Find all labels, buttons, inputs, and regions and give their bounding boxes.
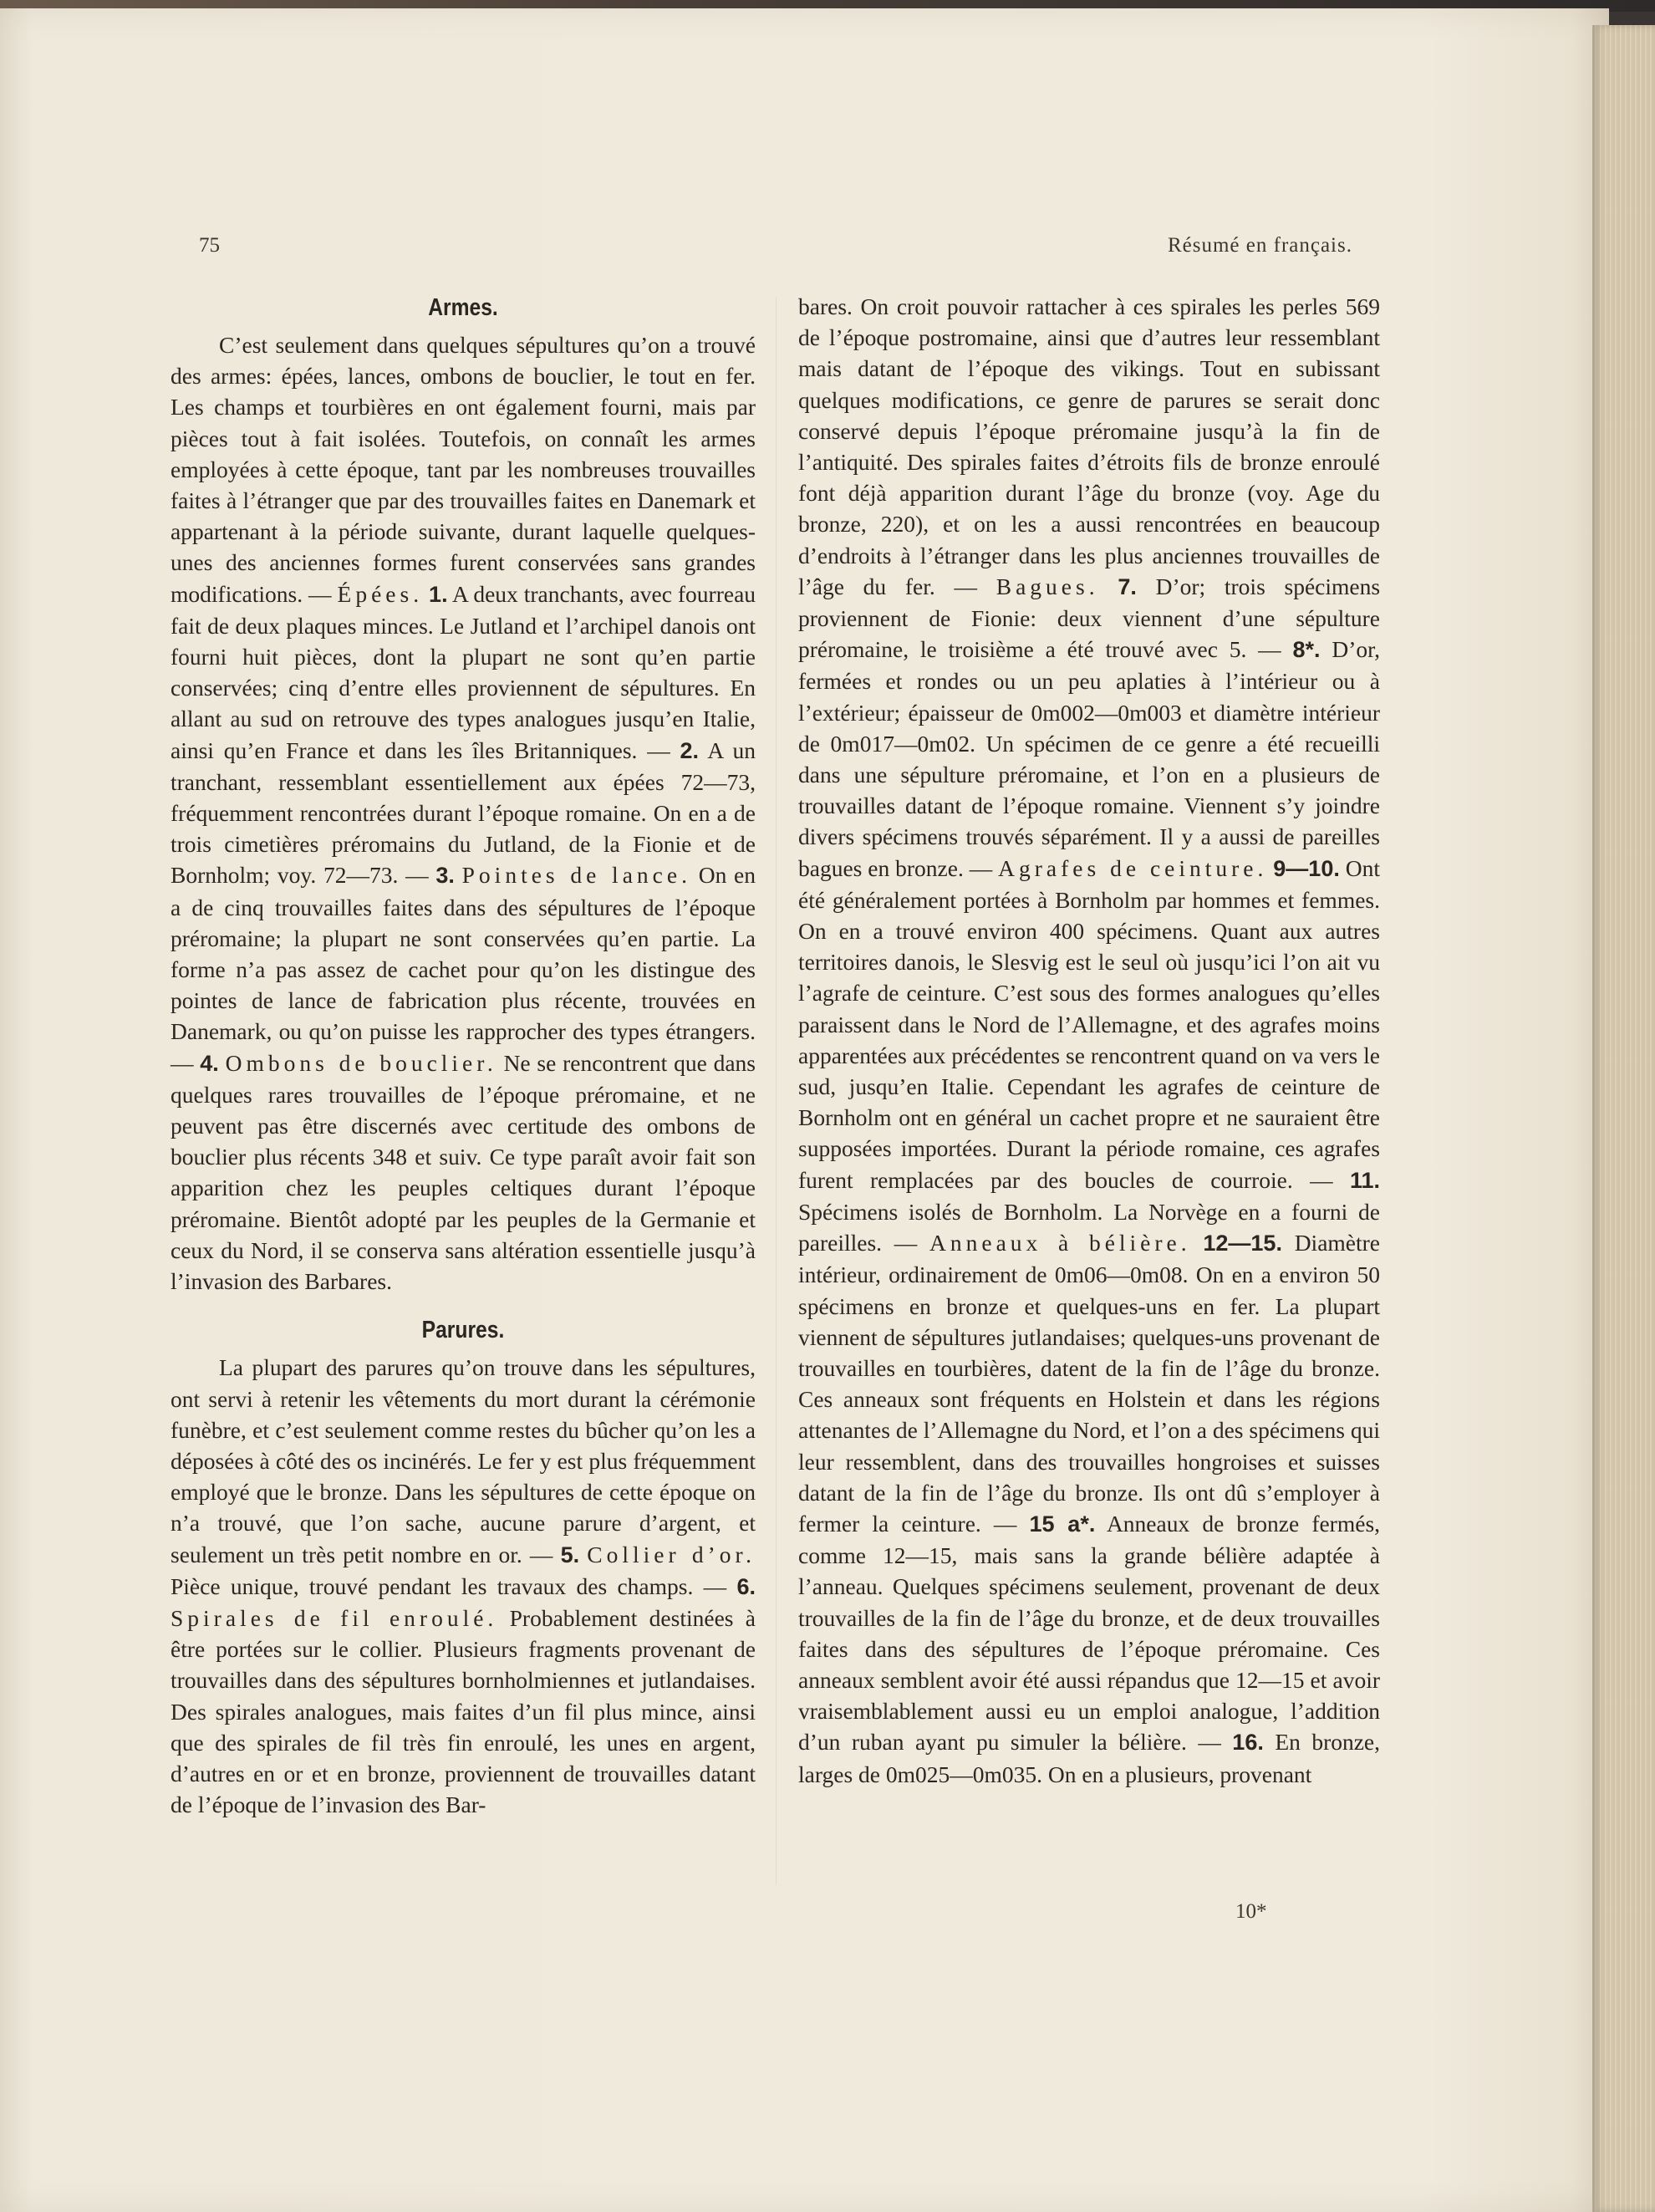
item-number-5: 5. [560, 1542, 580, 1567]
item-number-6: 6. [736, 1573, 756, 1599]
spaced-term-anneaux: Anneaux à bélière. [929, 1230, 1191, 1256]
right-column [798, 291, 1380, 1790]
item-number-4: 4. [200, 1050, 219, 1076]
text-run: Anneaux de bronze fermés, comme 12—15, mais sans la grande bélière adaptée à l’anneau. Quelques spécimens seulement, provenant de deux trouvailles de la fin de l’âge du bronze, et de deux trouvailles faites dans des sépultures de l’époque préromaine. Ces anneaux semblent avoir été aussi répandus que 12—15 et avoir vraisemblablement aussi eu un emploi analogue, l’addition d’un ruban ayant pu simuler la bélière. — [798, 1510, 1381, 1756]
running-head: Résumé en français. [1167, 234, 1352, 257]
item-number-3: 3. [435, 863, 455, 889]
page-number: 75 [199, 234, 220, 257]
item-number-9-10: 9—10. [1273, 855, 1340, 881]
item-number-1: 1. [429, 581, 448, 607]
item-number-15a: 15 a*. [1029, 1511, 1096, 1537]
item-number-7: 7. [1118, 573, 1137, 599]
spaced-term-pointes: Pointes de lance. [461, 862, 691, 889]
text-run: bares. On croit pouvoir rattacher à ces spirales les perles 569 de l’époque postromaine, ainsi que d’autres leur ressemblant mais datant de l’époque des vikings. Tout en subissant quelques modifications, ce genre de parures se serait donc conservé depuis l’époque préromaine jusqu’à la fin de l’antiquité. Des spirales faites d’étroits fils de bronze enroulé font déjà apparition durant l’âge du bronze (voy. Age du bronze, 220), et on les a aussi rencontrées en beaucoup d’endroits à l’étranger dans les plus anciennes trouvailles de l’âge du fer. — [798, 293, 1380, 599]
paragraph-parures [171, 1352, 756, 1820]
text-run: Probablement destinées à être portées sur le collier. Plusieurs fragments provenant de trouvailles dans des sépultures bornholmiennes et jutlandaises. Des spirales analogues, mais faites d’un fil plus mince, ainsi que des spirales de fil très fin enroulé, les unes en argent, d’autres en or et en bronze, proviennent de trouvailles datant de l’époque de l’invasion des Bar- [171, 1604, 756, 1818]
spaced-term-bagues: Bagues. [996, 573, 1099, 599]
text-run: D’or, fermées et rondes ou un peu aplaties à l’intérieur ou à l’extérieur; épaisseur de 0m002—0m003 et diamètre intérieur de 0m017—0m02. Un spécimen de ce genre a été recueilli dans une sépulture préromaine, et l’on en a plusieurs de trouvailles datant de l’époque romaine. Viennent s’y joindre divers spécimens trouvés séparément. Il y a aussi de pareilles bagues en bronze. — [798, 636, 1381, 881]
section-heading-parures: Parures. [421, 1317, 505, 1344]
text-run: La plupart des parures qu’on trouve dans les sépultures, ont servi à retenir les vêtements du mort durant la cérémonie funèbre, et c’est seulement comme restes du bûcher qu’on les a déposées à côté des os incinérés. Le fer y est plus fréquemment employé que le bronze. Dans les sépultures de cette époque on n’a trouvé, que l’on sache, aucune parure d’argent, et seulement un très petit nombre en or. — [171, 1354, 756, 1567]
text-run: A deux tranchants, avec fourreau fait de deux plaques minces. Le Jutland et l’archipel danois ont fourni huit pièces, dont la plupart ne sont qu’en partie conservées; cinq d’entre elles proviennent de sépultures. En allant au sud on retrouve des types analogues jusqu’en Italie, ainsi qu’en France et dans les îles Britanniques. — [171, 580, 756, 763]
paragraph-armes [171, 329, 756, 1297]
text-run: Pièce unique, trouvé pendant les travaux des champs. — [171, 1572, 727, 1599]
column-gutter [776, 297, 777, 1885]
text-run: Ne se rencontrent que dans quelques rares trouvailles de l’époque préromaine, et ne peuvent pas être discernés avec certitude des ombons de bouclier plus récents 348 et suiv. Ce type paraît avoir fait son apparition chez les peuples celtiques durant l’époque préromaine. Bientôt adopté par les peuples de la Germanie et ceux du Nord, il se conserva sans altération essentielle jusqu’à l’invasion des Barbares. [171, 1049, 756, 1295]
spaced-term-agrafes: Agrafes de ceinture. [998, 854, 1268, 881]
text-run: Spécimens isolés de Bornholm. La Norvège en a fourni de pareilles. — [798, 1198, 1380, 1256]
book-page [0, 8, 1609, 2212]
signature-mark: 10* [1235, 1900, 1267, 1923]
item-number-11: 11. [1349, 1167, 1381, 1193]
spaced-term-epees: Épées. [337, 580, 424, 607]
left-column [171, 291, 756, 1820]
text-run: A un tranchant, ressemblant essentiellement aux épées 72—73, fréquemment rencontrées durant l’époque romaine. On en a de trois cimetières préromains du Jutland, de la Fionie et de Bornholm; voy. 72—73. — [171, 736, 756, 889]
text-run: Diamètre intérieur, ordinairement de 0m06—0m08. On en a environ 50 spécimens en bronze et quelques-uns en fer. La plupart viennent de sépultures jutlandaises; quelques-uns provenant de trouvailles en tourbières, datent de la fin de l’âge du bronze. Ces anneaux sont fréquents en Holstein et dans les régions attenantes de l’Allemagne du Nord, et l’on a des spécimens qui leur ressemblent, dans des trouvailles hongroises et suisses datant de la fin de l’âge du bronze. Ils ont dû s’employer à fermer la ceinture. — [798, 1230, 1380, 1537]
text-run: C’est seulement dans quelques sépultures qu’on a trouvé des armes: épées, lances, ombons de bouclier, le tout en fer. Les champs et tourbières en ont également fourni, mais par pièces tout à fait isolées. Toutefois, on connaît les armes employées à cette époque, tant par les nombreuses trouvailles faites à l’étranger que par des trouvailles faites en Danemark et appartenant à la période suivante, durant laquelle quelques-unes des anciennes formes furent conservées sans grandes modifications. — [171, 332, 756, 607]
section-heading-armes: Armes. [428, 294, 498, 321]
item-number-8: 8*. [1292, 637, 1321, 663]
spaced-term-ombons: Ombons de bouclier. [225, 1049, 497, 1076]
item-number-16: 16. [1232, 1730, 1264, 1756]
book-page-edges [1592, 25, 1655, 2212]
spaced-term-spirales: Spirales de fil enroulé. [171, 1604, 498, 1631]
text-run: Ont été généralement portées à Bornholm par hommes et femmes. On en a trouvé environ 400 spécimens. Quant aux autres territoires danois, le Slesvig est le seul où jusqu’ici l’on ait vu l’agrafe de ceinture. C’est sous des formes analogues qu’elles paraissent dans le Nord de l’Allemagne, et des agrafes moins apparentées aux précédentes se rencontrent quand on va vers le sud, jusqu’en Italie. Cependant les agrafes de ceinture de Bornholm ont en général un cachet propre et ne sauraient être supposées importées. Durant la période romaine, ces agrafes furent remplacées par des boucles de courroie. — [798, 854, 1380, 1193]
paragraph-parures-continued [798, 291, 1380, 1790]
text-run: D’or; trois spécimens proviennent de Fionie: deux viennent d’une sépulture préromaine, le troisième a été trouvé avec 5. — [798, 573, 1381, 663]
spaced-term-collier: Collier d’or. [587, 1541, 756, 1567]
text-run: On en a de cinq trouvailles faites dans des sépultures de l’époque préromaine; la plupart ne sont conservées qu’en partie. La forme n’a pas assez de cachet pour qu’on les distingue des pointes de lance de fabrication plus récente, trouvées en Danemark, ou qu’on puisse les rapprocher des types étrangers. — [171, 862, 756, 1076]
text-run: En bronze, larges de 0m025—0m035. On en a plusieurs, provenant [798, 1729, 1381, 1787]
item-number-2: 2. [680, 737, 700, 763]
item-number-12-15: 12—15. [1203, 1231, 1282, 1256]
